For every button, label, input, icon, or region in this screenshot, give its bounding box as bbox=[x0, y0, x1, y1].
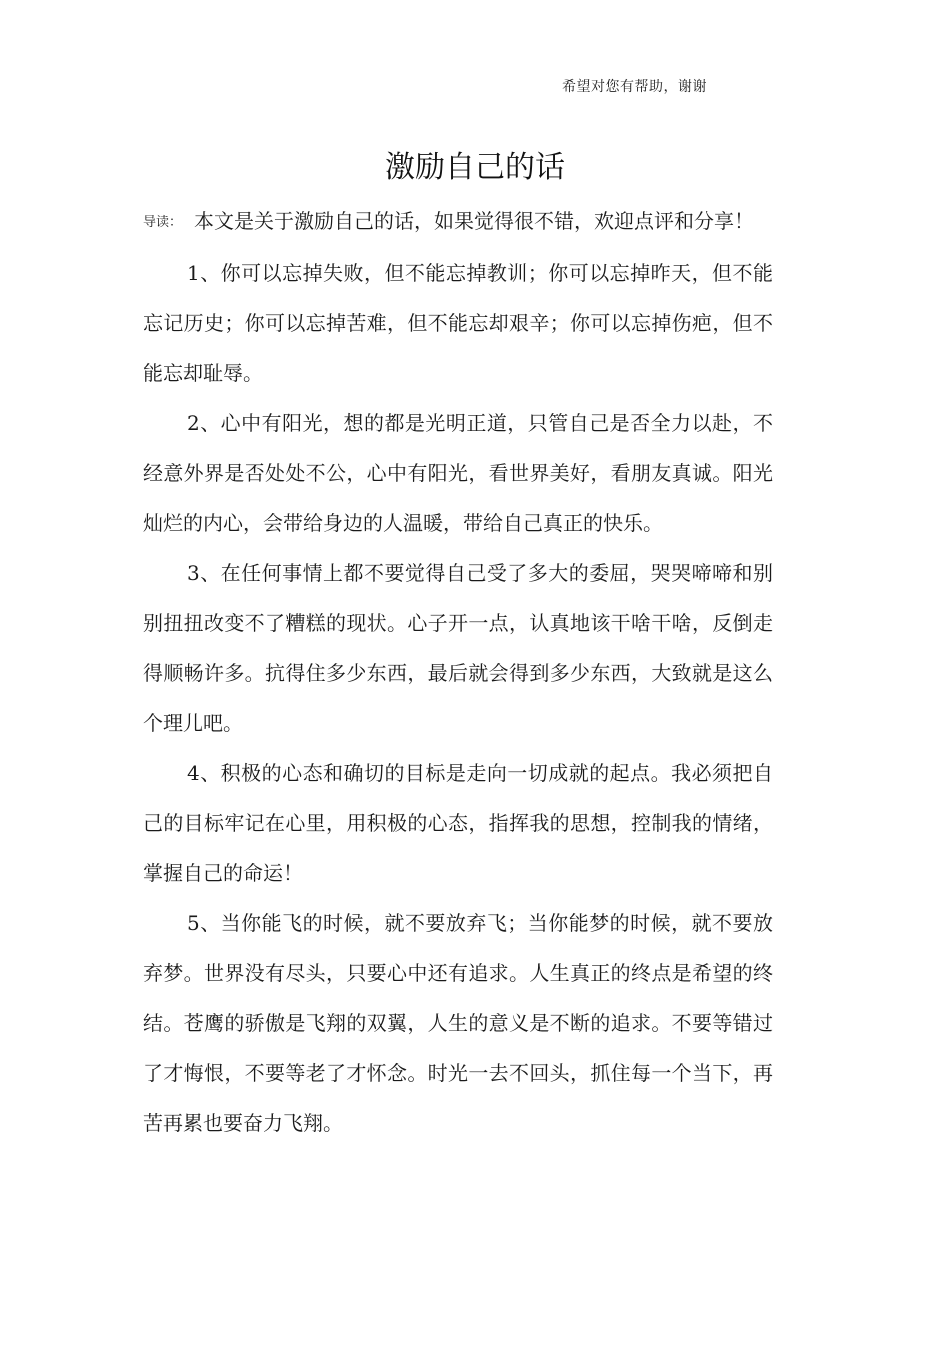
intro-paragraph bbox=[143, 196, 773, 248]
paragraph-4: 4、积极的心态和确切的目标是走向一切成就的起点。我必须把自己的目标牢记在心里，用积极的心态，指挥我的思想，控制我的情绪，掌握自己的命运！ bbox=[143, 761, 773, 885]
header-note: 希望对您有帮助，谢谢 bbox=[562, 79, 707, 95]
paragraph-3: 3、在任何事情上都不要觉得自己受了多大的委屈，哭哭啼啼和别别扭扭改变不了糟糕的现状。心子开一点，认真地该干啥干啥，反倒走得顺畅许多。抗得住多少东西，最后就会得到多少东西，大致就是这么个理儿吧。 bbox=[143, 561, 773, 735]
document-body bbox=[143, 196, 773, 1148]
paragraph-1: 1、你可以忘掉失败，但不能忘掉教训；你可以忘掉昨天，但不能忘记历史；你可以忘掉苦难，但不能忘却艰辛；你可以忘掉伤疤，但不能忘却耻辱。 bbox=[143, 261, 773, 385]
paragraph-5: 5、当你能飞的时候，就不要放弃飞；当你能梦的时候，就不要放弃梦。世界没有尽头，只要心中还有追求。人生真正的终点是希望的终结。苍鹰的骄傲是飞翔的双翼，人生的意义是不断的追求。不要等错过了才悔恨，不要等老了才怀念。时光一去不回头，抓住每一个当下，再苦再累也要奋力飞翔。 bbox=[143, 911, 773, 1135]
paragraph-2: 2、心中有阳光，想的都是光明正道，只管自己是否全力以赴，不经意外界是否处处不公，心中有阳光，看世界美好，看朋友真诚。阳光灿烂的内心，会带给身边的人温暖，带给自己真正的快乐。 bbox=[143, 411, 773, 535]
page-title: 激励自己的话 bbox=[385, 150, 565, 185]
intro-text: 本文是关于激励自己的话，如果觉得很不错，欢迎点评和分享！ bbox=[194, 209, 755, 233]
intro-label: 导读： bbox=[143, 215, 183, 230]
